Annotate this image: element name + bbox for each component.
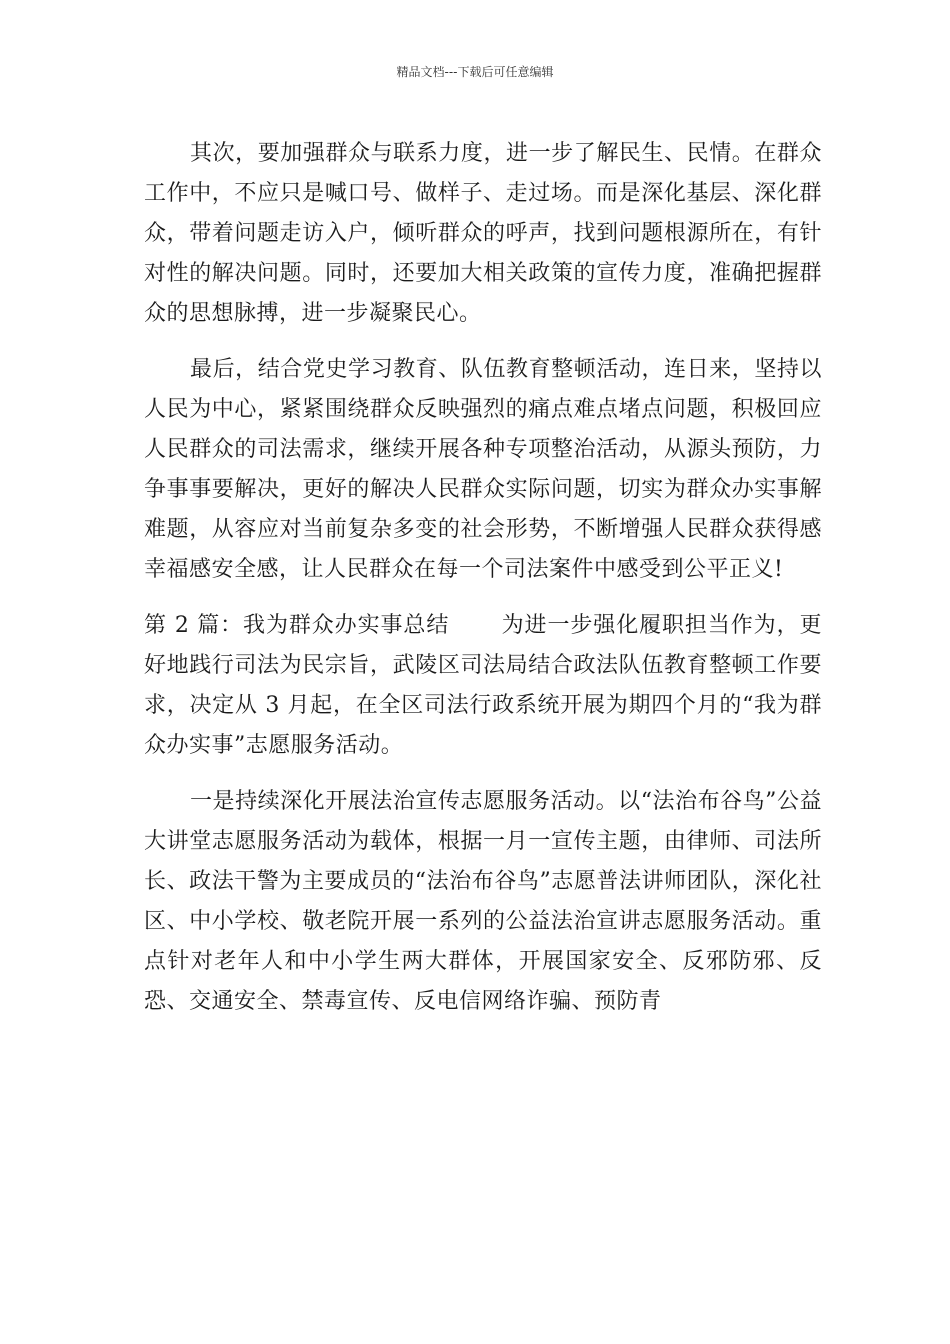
section-title: 第 2 篇：我为群众办实事总结 [144, 613, 450, 638]
paragraph-2: 最后，结合党史学习教育、队伍教育整顿活动，连日来，坚持以人民为中心，紧紧围绕群众反映强烈的痛点难点堵点问题，积极回应人民群众的司法需求，继续开展各种专项整治活动，从源头预防，力争事事要解决，更好的解决人民群众实际问题，切实为群众办实事解难题，从容应对当前复杂多变的社会形势，不断增强人民群众获得感幸福感安全感，让人民群众在每一个司法案件中感受到公平正义! [144, 357, 822, 582]
page-header: 精品文档---下载后可任意编辑 [396, 65, 554, 79]
paragraph-4: 一是持续深化开展法治宣传志愿服务活动。以“法治布谷鸟”公益大讲堂志愿服务活动为载体，根据一月一宣传主题，由律师、司法所长、政法干警为主要成员的“法治布谷鸟”志愿普法讲师团队，深化社区、中小学校、敬老院开展一系列的公益法治宣讲志愿服务活动。重点针对老年人和中小学生两大群体，开展国家安全、反邪防邪、反恐、交通安全、禁毒宣传、反电信网络诈骗、预防青 [144, 789, 822, 1014]
paragraph-1: 其次，要加强群众与联系力度，进一步了解民生、民情。在群众工作中，不应只是喊口号、做样子、走过场。而是深化基层、深化群众，带着问题走访入户，倾听群众的呼声，找到问题根源所在，有针对性的解决问题。同时，还要加大相关政策的宣传力度，准确把握群众的思想脉搏，进一步凝聚民心。 [144, 141, 822, 326]
section-intro: 为进一步强化履职担当作为，更好地践行司法为民宗旨，武陵区司法局结合政法队伍教育整顿工作要求，决定从 3 月起，在全区司法行政系统开展为期四个月的“我为群众办实事”志愿服务活动。 [144, 613, 822, 758]
paragraph-3 [144, 606, 822, 766]
document-body [144, 134, 822, 1022]
